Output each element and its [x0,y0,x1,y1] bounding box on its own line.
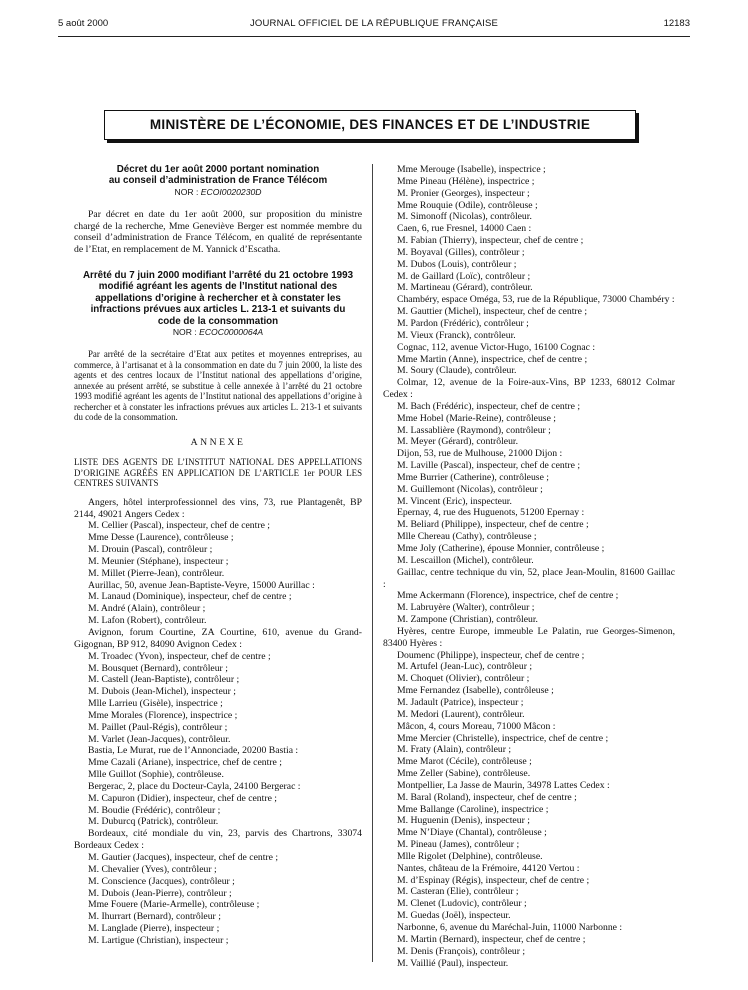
agent-entry: M. Gauttier (Michel), inspecteur, chef de centre ; [397,306,588,318]
agent-entry: M. Guedas (Joël), inspecteur. [397,910,511,922]
centre-address: Cognac, 112, avenue Victor-Hugo, 16100 Cognac : [397,341,596,353]
agent-entry: Mme Ballange (Caroline), inspectrice ; [397,803,549,815]
column-separator [372,164,373,962]
nor-label: NOR : [172,327,200,338]
agent-entry: M. Guillemont (Nicolas), contrôleur ; [397,483,543,495]
agent-entry: M. Lassablière (Raymond), contrôleur ; [397,424,551,436]
nor-code: ECOC0000064A [199,327,264,338]
agent-entry: M. Artufel (Jean-Luc), contrôleur ; [397,661,533,673]
agent-entry: Mme Merouge (Isabelle), inspectrice ; [397,164,546,175]
centre-address: Dijon, 53, rue de Mulhouse, 21000 Dijon : [397,448,563,460]
agent-entry: M. Dubois (Jean-Pierre), contrôleur ; [88,887,232,899]
agent-entry: M. Pronier (Georges), inspecteur ; [397,187,530,199]
agent-entry: M. Casteran (Elie), contrôleur ; [397,886,519,898]
agent-entry: M. Bach (Frédéric), inspecteur, chef de centre ; [397,400,581,412]
agent-entry: Mlle Rigolet (Delphine), contrôleuse. [397,850,543,862]
agent-entry: M. Dubos (Louis), contrôleur ; [397,258,517,270]
centre-address: Aurillac, 50, avenue Jean-Baptiste-Veyre, 15000 Aurillac : [88,579,315,591]
centre-address: Montpellier, La Jasse de Maurin, 34978 Lattes Cedex : [397,779,610,791]
agent-entry: M. Lartigue (Christian), inspecteur ; [88,934,229,946]
agent-entry: M. Zampone (Christian), contrôleur. [397,614,538,626]
agent-entry: M. Conscience (Jacques), contrôleur ; [88,875,235,887]
agent-entry: M. Castell (Jean-Baptiste), contrôleur ; [88,674,240,686]
agent-entry: Mme Martin (Anne), inspectrice, chef de centre ; [397,353,588,365]
agent-entry: M. Baral (Roland), inspecteur, chef de centre ; [397,791,577,803]
centre-address: Hyères, centre Europe, immeuble Le Palatin, rue Georges-Simenon, 83400 Hyères : [383,625,675,649]
decree2-title-line: infractions prévues aux articles L. 213-1 et suivants du [90,304,346,316]
agent-entry: M. Lafon (Robert), contrôleur. [88,615,207,627]
agent-entry: Mme Morales (Florence), inspectrice ; [88,709,238,721]
agent-entry: M. Labruyère (Walter), contrôleur ; [397,602,535,614]
decree2-title-line: code de la consommation [157,315,279,327]
agent-entry: M. Chevalier (Yves), contrôleur ; [88,863,217,875]
agent-entry: M. Vieux (Franck), contrôleur. [397,329,516,341]
agent-entry: M. Meyer (Gérard), contrôleur. [397,436,519,448]
centre-address: Mâcon, 4, cours Moreau, 71000 Mâcon : [397,720,556,732]
agent-entry: M. Lescaillon (Michel), contrôleur. [397,554,534,566]
decree2-title-line: modifié agréant les agents de l’Institut national des [98,281,338,293]
agent-entry: M. d’Espinay (Régis), inspecteur, chef de centre ; [397,874,590,886]
agent-entry: M. Vaillié (Paul), inspecteur. [397,957,509,969]
nor-code: ECOI0020230D [200,186,262,197]
agent-entry: M. Jadault (Patrice), inspecteur ; [397,696,524,708]
agent-entry: Mme Desse (Laurence), contrôleuse ; [88,532,234,544]
agent-entry: M. Pardon (Frédéric), contrôleur ; [397,317,529,329]
annexe-title: ANNEXE [190,437,246,449]
decree1-title-line: Décret du 1er août 2000 portant nomination [116,164,320,175]
agent-entry: Mme Pineau (Hélène), inspectrice ; [397,175,535,187]
decree2-nor [74,327,362,339]
agent-entry: Mlle Chereau (Cathy), contrôleuse ; [397,531,537,543]
agent-entry: Mme Zeller (Sabine), contrôleuse. [397,768,531,780]
left-centre-list [74,497,362,947]
agent-entry: M. Varlet (Jean-Jacques), contrôleur. [88,733,231,745]
centre-address: Angers, hôtel interprofessionnel des vins, 73, rue Plantagenêt, BP 2144, 49021 Angers Cedex : [74,496,362,520]
agent-entry: M. Capuron (Didier), inspecteur, chef de centre ; [88,792,277,804]
agent-entry: M. Langlade (Pierre), inspecteur ; [88,923,220,935]
agent-entry: Mme Cazali (Ariane), inspectrice, chef de centre ; [88,757,282,769]
decree2-body: Par arrêté de la secrétaire d’Etat aux petites et moyennes entreprises, au commerce, à l’artisanat et à la consommation en date du 7 juin 2000, la liste des agents et des centres locaux de l’Institut national des appellations d’origine, annexée au présent arrêté, se substitue à celle annexée à l’arrêté du 21 octobre 1993 modifié agréant les agents de l’Institut national des appellations d’origine à rechercher et à constater les infractions prévues aux articles L. 213-1 et suivants du code de la consommation. [74,348,362,423]
right-column [383,164,675,969]
agent-entry: M. Choquet (Olivier), contrôleur ; [397,673,530,685]
centre-address: Bordeaux, cité mondiale du vin, 23, parvis des Chartrons, 33074 Bordeaux Cedex : [74,828,362,852]
agent-entry: Mme Mercier (Christelle), inspectrice, chef de centre ; [397,732,609,744]
agent-entry: Mme Marot (Cécile), contrôleuse ; [397,756,532,768]
agent-entry: M. Paillet (Paul-Régis), contrôleur ; [88,721,228,733]
decree1-title [74,164,362,187]
agent-entry: M. André (Alain), contrôleur ; [88,603,206,615]
agent-entry: M. Vincent (Eric), inspecteur. [397,495,512,507]
left-column [74,164,362,947]
right-centre-list [383,223,675,969]
agent-entry: Mme Rouquie (Odile), contrôleuse ; [397,199,538,211]
agent-entry: M. Millet (Pierre-Jean), contrôleur. [88,567,225,579]
centre-address: Epernay, 4, rue des Huguenots, 51200 Epernay : [397,507,585,519]
agent-entry: M. Laville (Pascal), inspecteur, chef de centre ; [397,460,581,472]
agent-entry: Mlle Larrieu (Gisèle), inspectrice ; [88,698,223,710]
agent-entry: M. Fraty (Alain), contrôleur ; [397,744,512,756]
agent-entry: M. Troadec (Yvon), inspecteur, chef de centre ; [88,650,271,662]
centre-address: Chambéry, espace Oméga, 53, rue de la République, 73000 Chambéry : [397,294,675,306]
agent-entry: M. Fabian (Thierry), inspecteur, chef de centre ; [397,235,584,247]
agent-entry: M. Lanaud (Dominique), inspecteur, chef de centre ; [88,591,292,603]
agent-entry: M. Martin (Bernard), inspecteur, chef de centre ; [397,933,586,945]
agent-entry: M. Martineau (Gérard), contrôleur. [397,282,533,294]
agent-entry: Mme Fouere (Marie-Armelle), contrôleuse ; [88,899,260,911]
agent-entry: Doumenc (Philippe), inspecteur, chef de centre ; [397,649,585,661]
agent-entry: M. Simonoff (Nicolas), contrôleur. [397,211,532,223]
agent-entry: M. Boyaval (Gilles), contrôleur ; [397,246,525,258]
agent-entry: Mme N’Diaye (Chantal), contrôleuse ; [397,827,547,839]
decree2-title-line: Arrêté du 7 juin 2000 modifiant l’arrêté du 21 octobre 1993 [82,270,354,282]
decree1-title-line: au conseil d’administration de France Télécom [108,175,328,187]
agent-entry: M. Ihurrart (Bernard), contrôleur ; [88,911,221,923]
journal-title: JOURNAL OFFICIEL DE LA RÉPUBLIQUE FRANÇAISE [249,18,499,29]
annexe-heading: LISTE DES AGENTS DE L’INSTITUT NATIONAL DES APPELLATIONS D’ORIGINE AGRÉÉS EN APPLICATION DE L’ARTICLE 1er POUR LES CENTRES SUIVANTS [74,456,362,489]
centre-address: Avignon, forum Courtine, ZA Courtine, 610, avenue du Grand-Gigognan, BP 912, 84090 Avignon Cedex : [74,626,362,650]
agent-entry: M. Beliard (Philippe), inspecteur, chef de centre ; [397,519,589,531]
issue-date: 5 août 2000 [58,18,109,29]
nor-label: NOR : [174,186,201,197]
agent-entry: M. Pineau (James), contrôleur ; [397,839,520,851]
centre-address: Colmar, 12, avenue de la Foire-aux-Vins, BP 1233, 68012 Colmar Cedex : [383,377,675,401]
agent-entry: M. de Gaillard (Loïc), contrôleur ; [397,270,531,282]
agent-entry: Mme Joly (Catherine), épouse Monnier, contrôleuse ; [397,543,605,554]
centre-address: Gaillac, centre technique du vin, 52, place Jean-Moulin, 81600 Gaillac : [383,566,675,590]
right-top-agents [383,164,675,223]
centre-address: Bergerac, 2, place du Docteur-Cayla, 24100 Bergerac : [88,780,301,792]
header-rule [58,36,690,37]
agent-entry: M. Soury (Claude), contrôleur. [397,365,517,377]
decree1-nor [74,187,362,199]
agent-entry: Mme Fernandez (Isabelle), contrôleuse ; [397,685,554,697]
page-number: 12183 [663,18,690,29]
agent-entry: M. Bousquet (Bernard), contrôleur ; [88,662,228,674]
running-header [58,18,690,32]
centre-address: Bastia, Le Murat, rue de l’Annonciade, 20200 Bastia : [88,745,299,757]
decree2-title-line: appellations d’origine à rechercher et à constater les [95,292,341,304]
agent-entry: Mme Hobel (Marie-Reine), contrôleuse ; [397,412,556,424]
agent-entry: M. Gautier (Jacques), inspecteur, chef de centre ; [88,852,279,863]
ministry-banner: MINISTÈRE DE L’ÉCONOMIE, DES FINANCES ET DE L’INDUSTRIE [104,110,636,140]
centre-address: Nantes, château de la Frémoire, 44120 Vertou : [397,862,580,874]
agent-entry: M. Duburcq (Patrick), contrôleur. [88,816,219,828]
agent-entry: Mme Burrier (Catherine), contrôleuse ; [397,471,549,483]
decree2-title [74,270,362,327]
centre-address: Caen, 6, rue Fresnel, 14000 Caen : [397,223,532,235]
agent-entry: M. Huguenin (Denis), inspecteur ; [397,815,530,827]
agent-entry: M. Meunier (Stéphane), inspecteur ; [88,555,229,567]
agent-entry: Mlle Guillot (Sophie), contrôleuse. [88,769,224,781]
agent-entry: M. Clenet (Ludovic), contrôleur ; [397,898,527,910]
agent-entry: Mme Ackermann (Florence), inspectrice, chef de centre ; [397,590,619,602]
agent-entry: M. Medori (Laurent), contrôleur. [397,708,525,720]
agent-entry: M. Cellier (Pascal), inspecteur, chef de centre ; [88,520,270,532]
agent-entry: M. Boudie (Frédéric), contrôleur ; [88,804,221,816]
agent-entry: M. Denis (François), contrôleur ; [397,945,526,957]
agent-entry: M. Dubois (Jean-Michel), inspecteur ; [88,686,236,698]
centre-address: Narbonne, 6, avenue du Maréchal-Juin, 11000 Narbonne : [397,922,623,933]
decree1-body: Par décret en date du 1er août 2000, sur proposition du ministre chargé de la recherche, Mme Geneviève Berger est nommée membre du conseil d’administration de France Télécom, en qualité de représentante de l’Etat, en remplacement de M. Yannick d’Escatha. [74,208,362,256]
agent-entry: M. Drouin (Pascal), contrôleur ; [88,544,213,556]
